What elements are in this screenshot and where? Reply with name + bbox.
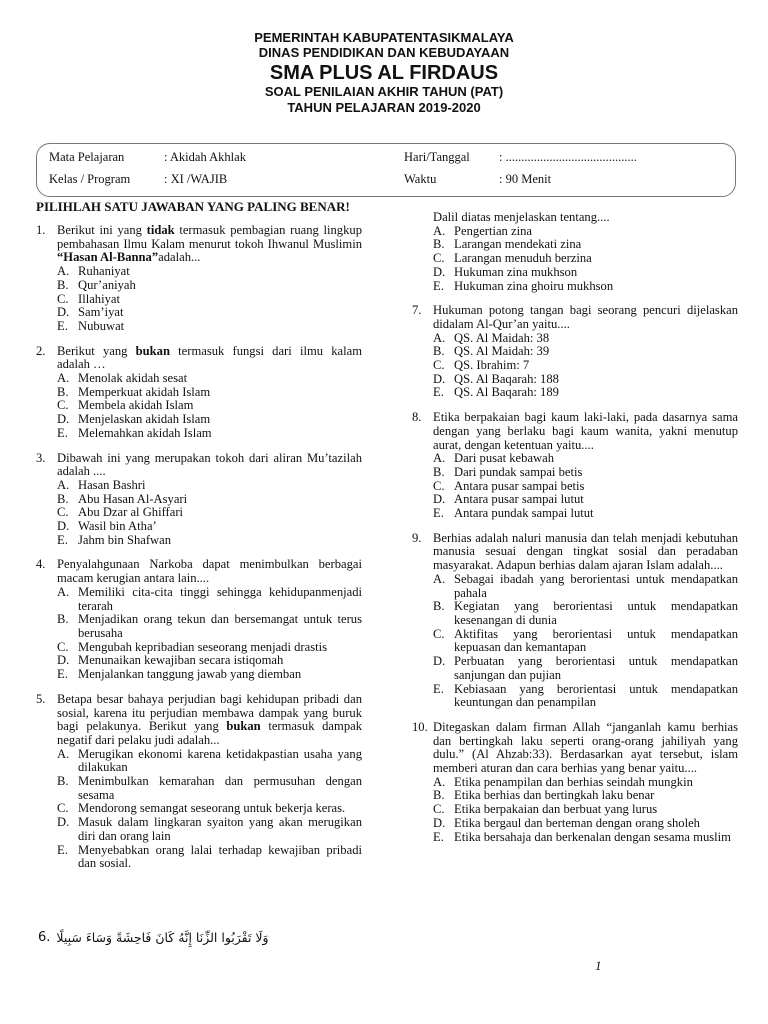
option-text: Antara pundak sampai lutut (454, 506, 594, 521)
option-letter: B. (433, 788, 445, 803)
option-text: Abu Dzar al Ghiffari (78, 505, 184, 520)
option-1-c (36, 293, 362, 307)
option-5-b (36, 775, 362, 802)
option-letter: B. (57, 774, 69, 789)
option-text: Perbuatan yang berorientasi untuk mendapatkan sanjungan dan pujian (454, 654, 738, 682)
option-letter: E. (57, 667, 68, 682)
date-label: Hari/Tanggal (404, 150, 470, 164)
option-letter: A. (57, 264, 70, 279)
option-text: Qur’aniyah (78, 277, 136, 292)
option-7-a (412, 332, 738, 346)
option-letter: D. (57, 653, 70, 668)
option-2-d (36, 413, 362, 427)
option-text: Antara pusar sampai betis (454, 478, 585, 493)
option-2-b (36, 386, 362, 400)
header-government: PEMERINTAH KABUPATENTASIKMALAYA (254, 30, 514, 45)
option-6-a (412, 225, 738, 239)
option-4-a (36, 586, 362, 613)
question-stem: Penyalahgunaan Narkoba dapat menimbulkan berbagai macam kerugian antara lain.... (57, 557, 362, 586)
option-6-e (412, 280, 738, 294)
question-stem: Dalil diatas menjelaskan tentang.... (433, 210, 610, 224)
option-letter: E. (433, 385, 444, 400)
question-stem: Betapa besar bahaya perjudian bagi kehidupan pribadi dan sosial, karena itu perjudian membawa dampak yang buruk bagi pelakunya. Berikut yang bukan termasuk dampak negatif dari pelaku judi adalah... (57, 691, 362, 747)
option-1-e (36, 320, 362, 334)
question-8 (412, 411, 738, 521)
option-text: QS. Al Baqarah: 189 (454, 385, 559, 400)
option-8-e (412, 507, 738, 521)
exam-info-box (36, 143, 736, 197)
option-text: QS. Al Baqarah: 188 (454, 371, 559, 386)
option-letter: E. (57, 425, 68, 440)
option-5-e (36, 844, 362, 871)
option-text: Menjalankan tanggung jawab yang diemban (78, 667, 302, 682)
option-9-c (412, 628, 738, 655)
option-7-c (412, 359, 738, 373)
option-text: Sam’iyat (78, 305, 124, 320)
option-text: QS. Al Maidah: 38 (454, 330, 550, 345)
date-value: : .......................................... (499, 150, 637, 164)
option-5-a (36, 748, 362, 775)
option-text: Sebagai ibadah yang berorientasi untuk mendapatkan pahala (454, 571, 738, 600)
option-3-a (36, 479, 362, 493)
option-10-a (412, 776, 738, 790)
question-stem: Berhias adalah naluri manusia dan telah menjadi kebutuhan manusia sesuai dengan tingkat sosial dan peradaban masyarakat. Adapun berhias dalam ajaran Islam adalah.... (433, 530, 738, 573)
option-text: Etika bersahaja dan berkenalan dengan sesama muslim (454, 829, 731, 844)
option-text: Etika berpakaian dan berbuat yang lurus (454, 802, 658, 817)
option-text: Dari pusat kebawah (454, 451, 555, 466)
option-letter: E. (433, 829, 444, 844)
option-letter: C. (433, 626, 445, 641)
option-8-c (412, 480, 738, 494)
option-letter: A. (433, 774, 446, 789)
option-letter: B. (57, 277, 69, 292)
option-letter: D. (433, 654, 446, 669)
option-7-d (412, 373, 738, 387)
question-1 (36, 224, 362, 334)
option-text: QS. Al Maidah: 39 (454, 344, 550, 359)
option-letter: A. (57, 371, 70, 386)
option-text: Menjadikan orang tekun dan bersemangat untuk terus berusaha (78, 612, 362, 640)
option-9-e (412, 683, 738, 710)
option-text: Memperkuat akidah Islam (78, 384, 211, 399)
option-letter: C. (433, 251, 445, 266)
left-column (36, 224, 362, 882)
option-text: Mengubah kepribadian seseorang menjadi drastis (78, 639, 328, 654)
option-text: Etika berhias dan bertingkah laku benar (454, 788, 655, 803)
question-6 (38, 930, 378, 945)
option-9-d (412, 655, 738, 682)
option-text: Antara pusar sampai lutut (454, 492, 584, 507)
option-3-b (36, 493, 362, 507)
option-4-e (36, 668, 362, 682)
option-1-a (36, 265, 362, 279)
question-stem: Dibawah ini yang merupakan tokoh dari aliran Mu’tazilah adalah .... (57, 450, 362, 479)
time-label: Waktu (404, 172, 437, 186)
option-letter: D. (57, 815, 70, 830)
option-4-d (36, 654, 362, 668)
option-letter: D. (433, 815, 446, 830)
option-3-d (36, 520, 362, 534)
subject-label: Mata Pelajaran (49, 150, 125, 164)
option-text: QS. Ibrahim: 7 (454, 358, 530, 373)
option-letter: E. (57, 318, 68, 333)
option-letter: D. (57, 305, 70, 320)
option-6-c (412, 252, 738, 266)
question-number: 9. (412, 530, 422, 545)
option-letter: B. (433, 344, 445, 359)
option-letter: C. (433, 478, 445, 493)
option-10-d (412, 817, 738, 831)
option-letter: A. (433, 571, 446, 586)
option-text: Menjelaskan akidah Islam (78, 412, 211, 427)
class-label: Kelas / Program (49, 172, 131, 186)
option-letter: D. (57, 412, 70, 427)
question-stem: Berikut ini yang tidak termasuk pembagian ruang lingkup pembahasan Ilmu Kalam menurut tokoh Ihwanul Muslimin “Hasan Al-Banna”adalah... (57, 223, 362, 265)
question-3 (36, 452, 362, 548)
option-text: Hukuman zina ghoiru mukhson (454, 278, 614, 293)
option-letter: B. (433, 464, 445, 479)
option-letter: B. (57, 612, 69, 627)
option-text: Menolak akidah sesat (78, 371, 188, 386)
subject-value: : Akidah Akhlak (164, 150, 246, 164)
option-text: Etika penampilan dan berhias seindah mungkin (454, 774, 693, 789)
option-7-e (412, 386, 738, 400)
header-department: DINAS PENDIDIKAN DAN KEBUDAYAAN (258, 45, 510, 60)
question-5 (36, 693, 362, 871)
option-text: Pengertian zina (454, 223, 532, 238)
question-2 (36, 345, 362, 441)
option-4-b (36, 613, 362, 640)
option-8-a (412, 452, 738, 466)
option-text: Melemahkan akidah Islam (78, 425, 212, 440)
option-text: Hukuman zina mukhson (454, 264, 578, 279)
option-text: Hasan Bashri (78, 477, 146, 492)
option-6-d (412, 266, 738, 280)
right-column (412, 210, 738, 855)
option-letter: E. (57, 532, 68, 547)
option-letter: E. (433, 681, 444, 696)
option-letter: C. (57, 291, 69, 306)
option-text: Masuk dalam lingkaran syaiton yang akan merugikan diri dan orang lain (78, 815, 362, 843)
instruction: PILIHLAH SATU JAWABAN YANG PALING BENAR! (36, 199, 350, 214)
option-8-d (412, 493, 738, 507)
option-letter: C. (433, 802, 445, 817)
option-10-c (412, 803, 738, 817)
option-text: Kegiatan yang berorientasi untuk mendapatkan kesenangan di dunia (454, 599, 738, 627)
option-letter: A. (433, 451, 446, 466)
option-2-c (36, 399, 362, 413)
header-school-name: SMA PLUS AL FIRDAUS (269, 62, 499, 84)
option-text: Etika bergaul dan berteman dengan orang sholeh (454, 815, 700, 830)
question-6-arabic-verse: وَلَا تَقْرَبُوا الزِّنَا إِنَّهُ كَانَ فَاحِشَةً وَسَاءَ سَبِيلًا (56, 930, 269, 945)
question-7 (412, 304, 738, 400)
question-number: 5. (36, 691, 46, 706)
option-text: Membela akidah Islam (78, 398, 194, 413)
option-text: Menimbulkan kemarahan dan permusuhan dengan sesama (78, 774, 362, 802)
option-letter: A. (433, 223, 446, 238)
option-3-e (36, 534, 362, 548)
question-number: 7. (412, 303, 422, 318)
header-exam-title: SOAL PENILAIAN AKHIR TAHUN (PAT) (264, 84, 504, 99)
option-letter: B. (57, 491, 69, 506)
option-10-e (412, 831, 738, 845)
question-9 (412, 532, 738, 710)
option-9-b (412, 600, 738, 627)
option-text: Dari pundak sampai betis (454, 464, 583, 479)
option-letter: E. (57, 842, 68, 857)
page-number: 1 (595, 958, 602, 973)
option-text: Nubuwat (78, 318, 125, 333)
option-5-d (36, 816, 362, 843)
option-letter: E. (433, 278, 444, 293)
option-text: Abu Hasan Al-Asyari (78, 491, 188, 506)
option-text: Ruhaniyat (78, 264, 130, 279)
option-1-d (36, 306, 362, 320)
question-10 (412, 721, 738, 844)
option-letter: D. (433, 492, 446, 507)
option-3-c (36, 506, 362, 520)
option-text: Jahm bin Shafwan (78, 532, 172, 547)
option-5-c (36, 802, 362, 816)
option-letter: B. (57, 384, 69, 399)
question-stem: Hukuman potong tangan bagi seorang pencuri dijelaskan didalam Al-Qur’an yaitu.... (433, 303, 738, 331)
option-letter: A. (57, 746, 70, 761)
option-text: Mendorong semangat seseorang untuk bekerja keras. (78, 801, 346, 816)
option-1-b (36, 279, 362, 293)
option-2-a (36, 372, 362, 386)
option-letter: D. (433, 264, 446, 279)
option-text: Larangan menuduh berzina (454, 251, 592, 266)
option-letter: B. (433, 599, 445, 614)
question-stem: Berikut yang bukan termasuk fungsi dari ilmu kalam adalah … (57, 343, 362, 372)
option-letter: C. (433, 358, 445, 373)
option-2-e (36, 427, 362, 441)
option-letter: B. (433, 237, 445, 252)
option-text: Illahiyat (78, 291, 120, 306)
option-text: Memiliki cita-cita tinggi sehingga kehidupanmenjadi terarah (78, 584, 362, 613)
option-text: Wasil bin Atha’ (78, 519, 157, 534)
header-academic-year: TAHUN PELAJARAN 2019-2020 (287, 100, 481, 115)
option-letter: C. (57, 398, 69, 413)
option-letter: A. (57, 584, 70, 599)
question-number: 1. (36, 223, 46, 237)
question-stem: Etika berpakaian bagi kaum laki-laki, pada dasarnya sama dengan yang berlaku bagi kaum wanita, yakni menutup aurat, dengan ketentuan yaitu.... (433, 410, 738, 452)
option-10-b (412, 789, 738, 803)
option-letter: A. (57, 477, 70, 492)
option-9-a (412, 573, 738, 600)
option-letter: D. (57, 519, 70, 534)
option-text: Menyebabkan orang lalai terhadap kewajiban pribadi dan sosial. (78, 842, 362, 871)
option-6-b (412, 238, 738, 252)
question-stem: Ditegaskan dalam firman Allah “janganlah kamu berhias dan bertingkah laku seperti orang-orang jahiliyah yang dulu.” (Al Ahzab:33). Berdasarkan ayat tersebut, islam memberi aturan dan cara berhias yang benar yaitu.... (433, 719, 738, 776)
question-number: 10. (412, 719, 428, 734)
option-text: Merugikan ekonomi karena ketidakpastian usaha yang dilakukan (78, 746, 362, 775)
question-6-number: 6. (38, 930, 51, 945)
option-text: Menunaikan kewajiban secara istiqomah (78, 653, 284, 668)
option-letter: C. (57, 801, 69, 816)
option-letter: E. (433, 506, 444, 521)
class-value: : XI /WAJIB (164, 172, 228, 186)
question-4 (36, 558, 362, 681)
option-4-c (36, 641, 362, 655)
question-number: 8. (412, 410, 422, 425)
option-letter: C. (57, 639, 69, 654)
option-text: Aktifitas yang berorientasi untuk mendapatkan kepuasan dan kemantapan (454, 626, 738, 655)
option-letter: A. (433, 330, 446, 345)
option-8-b (412, 466, 738, 480)
question-number: 3. (36, 450, 46, 465)
option-7-b (412, 345, 738, 359)
question-number: 2. (36, 343, 46, 358)
option-text: Larangan mendekati zina (454, 237, 582, 252)
option-letter: C. (57, 505, 69, 520)
time-value: : 90 Menit (499, 172, 552, 186)
question-6-continuation (412, 211, 738, 293)
option-letter: D. (433, 371, 446, 386)
question-number: 4. (36, 557, 46, 572)
option-text: Kebiasaan yang berorientasi untuk mendapatkan keuntungan dan penampilan (454, 681, 738, 710)
